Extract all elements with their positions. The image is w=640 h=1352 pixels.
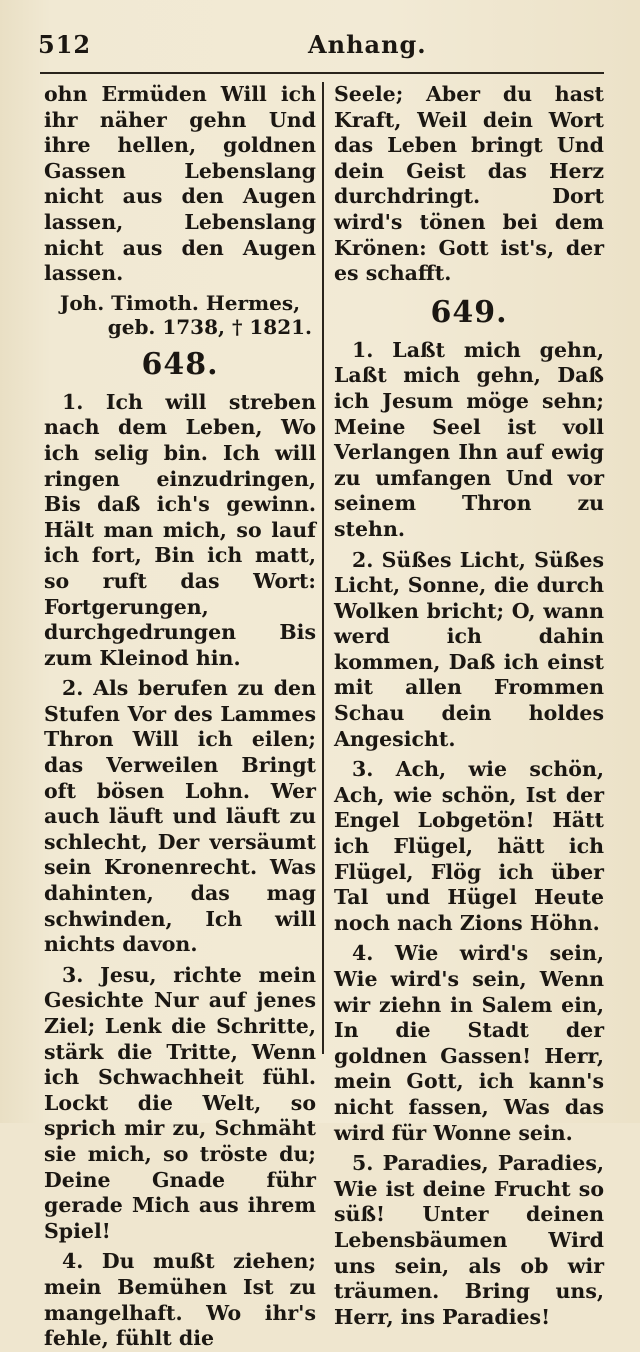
hymn-author <box>44 291 316 339</box>
header-rule <box>40 72 604 74</box>
continued-verse-text: Seele; Aber du hast Kraft, Weil dein Wort das Leben bringt Und dein Geist das Herz durchdringt. Dort wird's tönen bei dem Krönen: Gott ist's, der es schafft. <box>334 82 604 286</box>
verse-648-3: 3. Jesu, richte mein Gesichte Nur auf jenes Ziel; Lenk die Schritte, stärk die Tritte, Wenn ich Schwachheit fühl. Lockt die Welt, so sprich mir zu, Schmäht sie mich, so tröste du; Deine Gnade führ gerade Mich aus ihrem Spiel! <box>44 962 316 1243</box>
verse-648-1: 1. Ich will streben nach dem Leben, Wo ich selig bin. Ich will ringen einzudringen, Bis daß ich's gewinn. Hält man mich, so lauf ich fort, Bin ich matt, so ruft das Wort: Fortgerungen, durchgedrungen Bis zum Kleinod hin. <box>44 389 316 670</box>
verse-649-4: 4. Wie wird's sein, Wie wird's sein, Wenn wir ziehn in Salem ein, In die Stadt der goldnen Gassen! Herr, mein Gott, ich kann's nicht fassen, Was das wird für Wonne sein. <box>334 941 604 1145</box>
verse-649-1: 1. Laßt mich gehn, Laßt mich gehn, Daß ich Jesum möge sehn; Meine Seel ist voll Verlangen Ihn auf ewig zu umfangen Und vor seinem Thron zu stehn. <box>334 337 604 541</box>
verse-649-3: 3. Ach, wie schön, Ach, wie schön, Ist der Engel Lobgetön! Hätt ich Flügel, hätt ich Flügel, Flög ich über Tal und Hügel Heute noch nach Zions Höhn. <box>334 757 604 935</box>
author-name: Joh. Timoth. Hermes, <box>59 290 301 315</box>
page-header <box>38 30 610 66</box>
continued-verse-text: ohn Ermüden Will ich ihr näher gehn Und ihre hellen, goldnen Gassen Lebenslang nicht aus den Augen lassen, Lebenslang nicht aus den Augen lassen. <box>44 82 316 286</box>
verse-648-4: 4. Du mußt ziehen; mein Bemühen Ist zu mangelhaft. Wo ihr's fehle, fühlt die <box>44 1249 316 1351</box>
hymn-number-649: 649. <box>430 294 508 330</box>
verse-649-2: 2. Süßes Licht, Süßes Licht, Sonne, die durch Wolken bricht; O, wann werd ich dahin kommen, Daß ich einst mit allen Frommen Schau dein holdes Angesicht. <box>334 547 604 751</box>
page-number: 512 <box>38 30 92 59</box>
hymn-number-648: 648. <box>141 346 219 382</box>
verse-648-2: 2. Als berufen zu den Stufen Vor des Lammes Thron Will ich eilen; das Verweilen Bringt oft bösen Lohn. Wer auch läuft und läuft zu schlecht, Der versäumt sein Kronenrecht. Was dahinten, das mag schwinden, Ich will nichts davon. <box>44 676 316 957</box>
column-divider <box>322 82 324 1054</box>
running-title: Anhang. <box>308 30 427 59</box>
author-dates: geb. 1738, † 1821. <box>107 314 312 339</box>
left-column <box>44 82 316 1352</box>
verse-649-5: 5. Paradies, Paradies, Wie ist deine Frucht so süß! Unter deinen Lebensbäumen Wird uns sein, als ob wir träumen. Bring uns, Herr, ins Paradies! <box>334 1151 604 1329</box>
right-column <box>334 82 604 1330</box>
